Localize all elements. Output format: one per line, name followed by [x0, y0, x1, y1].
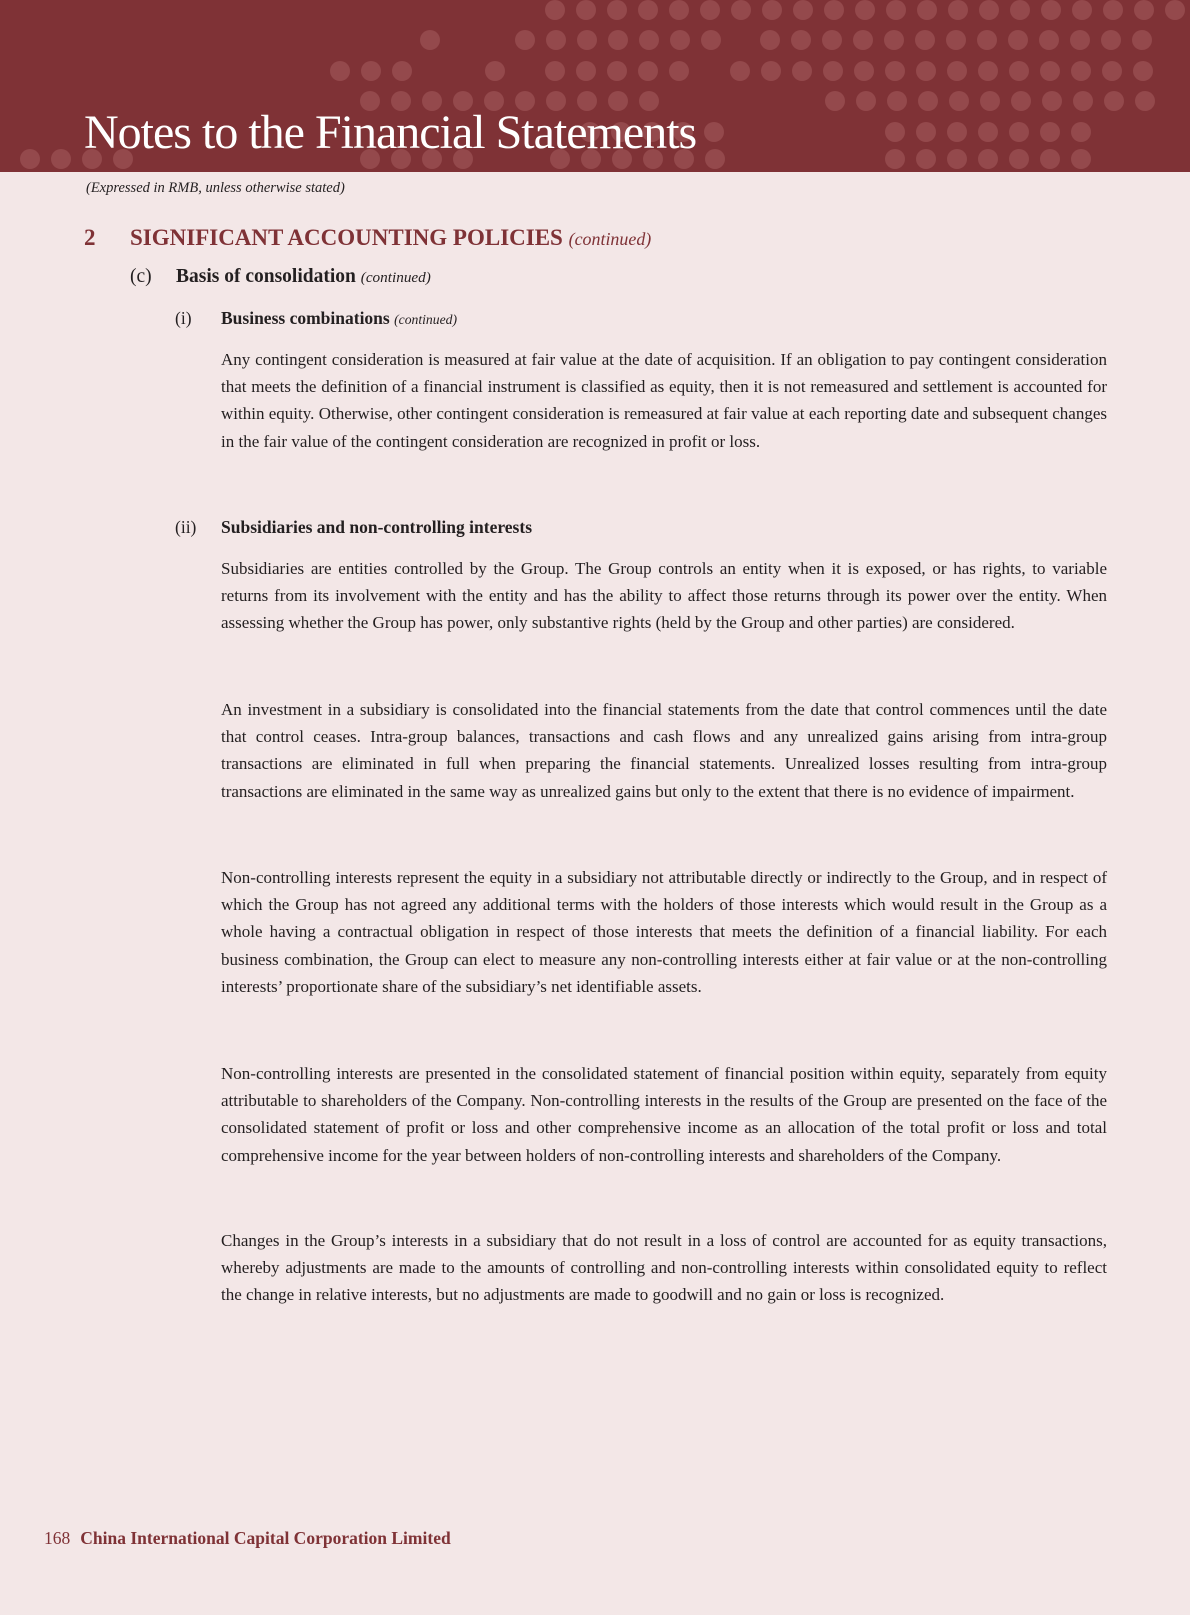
decorative-dot: [1104, 91, 1124, 111]
decorative-dot: [576, 0, 596, 20]
decorative-dot: [638, 0, 658, 20]
decorative-dot: [1070, 30, 1090, 50]
decorative-dot: [915, 30, 935, 50]
subsection-heading: [130, 266, 431, 288]
decorative-dot: [946, 30, 966, 50]
decorative-dot: [886, 0, 906, 20]
decorative-dot: [1009, 61, 1029, 81]
paragraph: Changes in the Group’s interests in a subsidiary that do not result in a loss of control are accounted for as equity transactions, whereby adjustments are made to the amounts of controlling and non-controlling interests within consolidated equity to reflect the change in relative interests, but no adjustments are made to goodwill and no gain or loss is recognized.: [221, 1231, 1107, 1305]
decorative-dot: [607, 0, 627, 20]
paragraph: Non-controlling interests are presented in the consolidated statement of financial position within equity, separately from equity attributable to shareholders of the Company. Non-controlling interests in the results of the Group are presented on the face of the consolidated statement of profit or loss and other comprehensive income as an allocation of the total profit or loss and total comprehensive income for the year between holders of non-controlling interests and shareholders of the Company.: [221, 1064, 1107, 1165]
decorative-dot: [1073, 91, 1093, 111]
decorative-dot: [793, 0, 813, 20]
page-footer: [44, 1528, 451, 1549]
decorative-dot: [546, 30, 566, 50]
decorative-dot: [761, 61, 781, 81]
decorative-dot: [20, 149, 40, 169]
decorative-dot: [1039, 30, 1059, 50]
decorative-dot: [884, 30, 904, 50]
decorative-dot: [1133, 61, 1153, 81]
paragraph: Subsidiaries are entities controlled by the Group. The Group controls an entity when it is exposed, or has rights, to variable returns from its involvement with the entity and has the ability to affect those returns through its power over the entity. When assessing whether the Group has power, only substantive rights (held by the Group and other parties) are considered.: [221, 559, 1107, 633]
header-banner: [0, 0, 1190, 172]
decorative-dot: [730, 61, 750, 81]
decorative-dot: [1009, 149, 1029, 169]
decorative-dot: [361, 61, 381, 81]
decorative-dot: [980, 91, 1000, 111]
decorative-dot: [638, 61, 658, 81]
decorative-dot: [947, 149, 967, 169]
decorative-dot: [948, 0, 968, 20]
decorative-dot: [669, 0, 689, 20]
decorative-dot: [700, 0, 720, 20]
decorative-dot: [330, 61, 350, 81]
decorative-dot: [978, 61, 998, 81]
section-heading: [84, 225, 651, 251]
decorative-dot: [916, 61, 936, 81]
decorative-dot: [760, 30, 780, 50]
item-title: Business combinations: [221, 308, 390, 328]
decorative-dot: [1135, 91, 1155, 111]
decorative-dot: [515, 30, 535, 50]
decorative-dot: [947, 61, 967, 81]
decorative-dot: [704, 122, 724, 142]
decorative-dot: [824, 0, 844, 20]
decorative-dot: [701, 30, 721, 50]
continued-label: (continued): [394, 312, 457, 327]
continued-label: (continued): [568, 229, 652, 249]
decorative-dot: [977, 30, 997, 50]
paragraph: Any contingent consideration is measured at fair value at the date of acquisition. If an obligation to pay contingent consideration that meets the definition of a financial instrument is classified as equity, then it is not remeasured and settlement is accounted for within equity. Otherwise, other contingent consideration is remeasured at fair value at each reporting date and subsequent changes in the fair value of the contingent consideration are recognized in profit or loss.: [221, 350, 1107, 451]
decorative-dot: [853, 30, 873, 50]
decorative-dot: [978, 122, 998, 142]
decorative-dot: [1134, 0, 1154, 20]
decorative-dot: [854, 61, 874, 81]
item-number: (i): [175, 308, 192, 328]
decorative-dot: [1011, 91, 1031, 111]
page-number: 168: [44, 1528, 71, 1548]
decorative-dot: [792, 61, 812, 81]
decorative-dot: [639, 30, 659, 50]
decorative-dot: [1103, 0, 1123, 20]
currency-note: (Expressed in RMB, unless otherwise stated): [86, 180, 345, 196]
item-number: (ii): [175, 517, 197, 537]
decorative-dot: [576, 61, 596, 81]
decorative-dot: [979, 0, 999, 20]
decorative-dot: [917, 0, 937, 20]
decorative-dot: [916, 149, 936, 169]
decorative-dot: [885, 149, 905, 169]
decorative-dot: [1165, 0, 1185, 20]
page-title: Notes to the Financial Statements: [84, 106, 697, 159]
subsection-title: Basis of consolidation: [176, 266, 356, 287]
item-heading: [175, 517, 532, 538]
subsection-number: (c): [130, 266, 152, 287]
decorative-dot: [885, 61, 905, 81]
decorative-dot: [705, 149, 725, 169]
decorative-dot: [669, 61, 689, 81]
decorative-dot: [949, 91, 969, 111]
decorative-dot: [1008, 30, 1028, 50]
decorative-dot: [1132, 30, 1152, 50]
decorative-dot: [1010, 0, 1030, 20]
decorative-dot: [887, 91, 907, 111]
decorative-dot: [978, 149, 998, 169]
decorative-dot: [791, 30, 811, 50]
decorative-dot: [392, 61, 412, 81]
continued-label: (continued): [360, 269, 431, 286]
decorative-dot: [1102, 61, 1122, 81]
decorative-dot: [607, 61, 627, 81]
section-number: 2: [84, 225, 96, 250]
decorative-dot: [51, 149, 71, 169]
decorative-dot: [731, 0, 751, 20]
decorative-dot: [885, 122, 905, 142]
decorative-dot: [823, 61, 843, 81]
decorative-dot: [670, 30, 690, 50]
decorative-dot: [608, 30, 628, 50]
decorative-dot: [420, 30, 440, 50]
decorative-dot: [1040, 149, 1060, 169]
paragraph: An investment in a subsidiary is consolidated into the financial statements from the date that control commences until the date that control ceases. Intra-group balances, transactions and cash flows and any unrealized gains arising from intra-group transactions are eliminated in full when preparing the financial statements. Unrealized losses resulting from intra-group transactions are eliminated in the same way as unrealized gains but only to the extent that there is no evidence of impairment.: [221, 700, 1107, 801]
decorative-dot: [916, 122, 936, 142]
decorative-dot: [1042, 91, 1062, 111]
decorative-dot: [825, 91, 845, 111]
decorative-dot: [1009, 122, 1029, 142]
decorative-dot: [822, 30, 842, 50]
decorative-dot: [485, 61, 505, 81]
decorative-dot: [856, 91, 876, 111]
decorative-dot: [1071, 122, 1091, 142]
paragraph: Non-controlling interests represent the equity in a subsidiary not attributable directly or indirectly to the Group, and in respect of which the Group has not agreed any additional terms with the holders of those interests which would result in the Group as a whole having a contractual obligation in respect of those interests that meets the definition of a financial liability. For each business combination, the Group can elect to measure any non-controlling interests either at fair value or at the non-controlling interests’ proportionate share of the subsidiary’s net identifiable assets.: [221, 868, 1107, 996]
decorative-dot: [1041, 0, 1061, 20]
item-heading: [175, 308, 457, 329]
decorative-dot: [545, 61, 565, 81]
item-title: Subsidiaries and non-controlling interests: [221, 517, 533, 537]
decorative-dot: [1071, 149, 1091, 169]
decorative-dot: [1101, 30, 1121, 50]
decorative-dot: [762, 0, 782, 20]
decorative-dot: [947, 122, 967, 142]
decorative-dot: [1071, 61, 1091, 81]
company-name: China International Capital Corporation Limited: [80, 1528, 451, 1548]
decorative-dot: [545, 0, 565, 20]
decorative-dot: [855, 0, 875, 20]
section-title: SIGNIFICANT ACCOUNTING POLICIES: [130, 225, 563, 250]
decorative-dot: [577, 30, 597, 50]
decorative-dot: [1040, 61, 1060, 81]
decorative-dot: [1072, 0, 1092, 20]
decorative-dot: [1040, 122, 1060, 142]
decorative-dot: [918, 91, 938, 111]
